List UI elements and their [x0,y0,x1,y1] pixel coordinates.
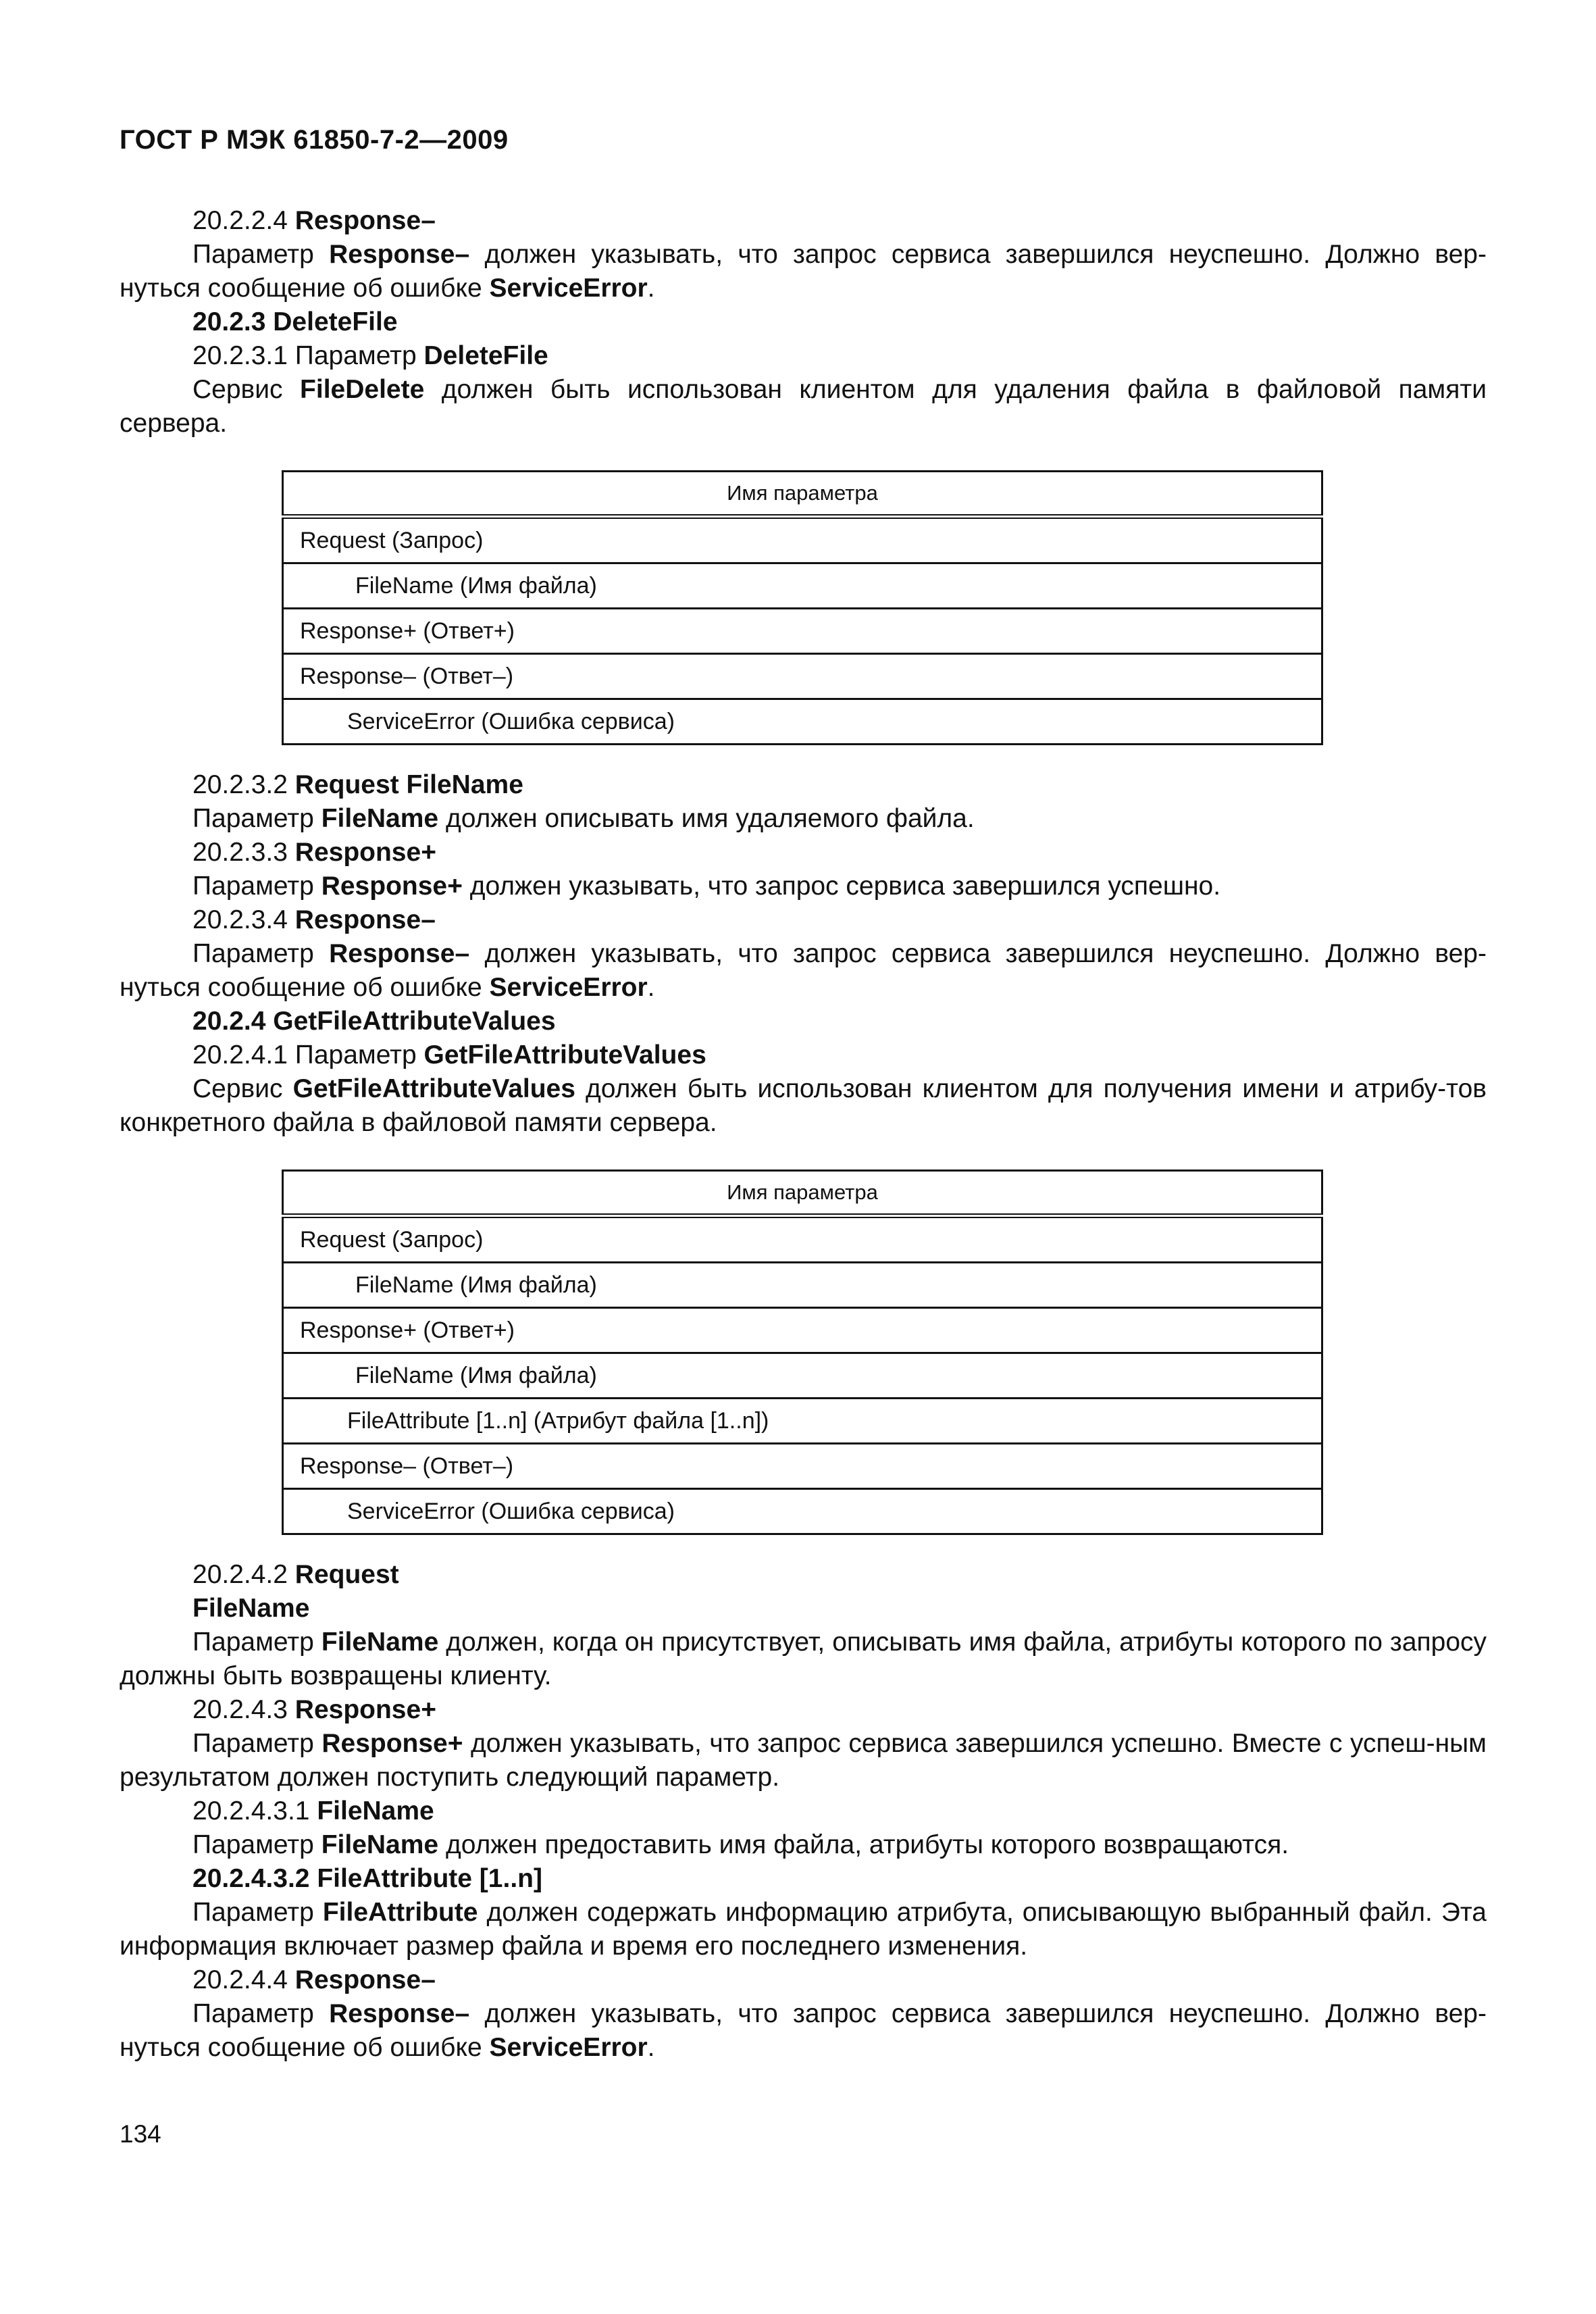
table-row: FileName (Имя файла) [283,1353,1322,1399]
table-row: ServiceError (Ошибка сервиса) [283,1489,1322,1534]
clause-20-2-3-1-title: 20.2.3.1 Параметр DeleteFile [192,341,548,370]
table-row: Response+ (Ответ+) [283,1308,1322,1353]
clause-20-2-4-1-text: Сервис GetFileAttributeValues должен быть использован клиентом для получения имени и атрибу-тов конкретного файла в файловой памяти сервера. [120,1074,1487,1137]
clause-20-2-4-3-text: Параметр Response+ должен указывать, что запрос сервиса завершился успешно. Вместе с успеш-ным результатом должен поступить следующий параметр. [120,1729,1487,1792]
table-row: FileAttribute [1..n] (Атрибут файла [1..n]) [283,1399,1322,1444]
clause-20-2-4-3-1-title: 20.2.4.3.1 FileName [192,1796,434,1826]
clause-20-2-3-4-title: 20.2.3.4 Response– [192,905,436,934]
clause-20-2-3-4-text: Параметр Response– должен указывать, что запрос сервиса завершился неуспешно. Должно вер-нуться сообщение об ошибке ServiceError. [120,939,1487,1002]
clause-20-2-4-2-title: 20.2.4.2 Request [192,1560,399,1589]
section-heading-getfileattributevalues: 20.2.4 GetFileAttributeValues [192,1007,556,1036]
clause-20-2-4-3-2-title: 20.2.4.3.2 FileAttribute [1..n] [192,1864,542,1893]
clause-20-2-2-4-text: Параметр Response– должен указывать, что запрос сервиса завершился неуспешно. Должно вер-нуться сообщение об ошибке ServiceError. [120,240,1487,303]
table-row: Request (Запрос) [300,1227,484,1253]
clause-20-2-4-3-title: 20.2.4.3 Response+ [192,1695,436,1724]
table-row: Request (Запрос) [300,528,484,553]
getfileattributevalues-parameter-table [282,1169,1323,1535]
table-row: Response– (Ответ–) [283,654,1322,699]
clause-20-2-4-4-text: Параметр Response– должен указывать, что запрос сервиса завершился неуспешно. Должно вер-нуться сообщение об ошибке ServiceError. [120,1999,1487,2062]
clause-20-2-3-2-text: Параметр FileName должен описывать имя удаляемого файла. [192,804,975,833]
document-body [120,204,1487,2065]
clause-20-2-3-2-title: 20.2.3.2 Request FileName [192,770,523,799]
clause-20-2-2-4-title: 20.2.2.4 Response– [192,206,436,235]
page-number: 134 [120,2120,161,2148]
clause-20-2-4-4-title: 20.2.4.4 Response– [192,1965,436,1994]
clause-20-2-4-2-title-cont: FileName [192,1594,310,1623]
clause-20-2-3-1-text: Сервис FileDelete должен быть использован клиентом для удаления файла в файловой памяти сервера. [120,375,1487,438]
clause-20-2-4-2-text: Параметр FileName должен, когда он присутствует, описывать имя файла, атрибуты которого по запросу должны быть возвращены клиенту. [120,1628,1487,1690]
section-heading-deletefile: 20.2.3 DeleteFile [192,307,398,336]
table-row: FileName (Имя файла) [283,563,1322,609]
table-row: Response+ (Ответ+) [283,609,1322,654]
table-header-cell: Имя параметра [283,1171,1322,1216]
deletefile-parameter-table [282,470,1323,745]
clause-20-2-3-3-title: 20.2.3.3 Response+ [192,838,436,867]
table-row: Response– (Ответ–) [283,1444,1322,1489]
clause-20-2-4-1-title: 20.2.4.1 Параметр GetFileAttributeValues [192,1040,706,1070]
table-row: ServiceError (Ошибка сервиса) [283,699,1322,745]
document-header: ГОСТ Р МЭК 61850-7-2—2009 [120,125,509,155]
table-row: FileName (Имя файла) [283,1263,1322,1308]
table-header-cell: Имя параметра [283,472,1322,517]
clause-20-2-3-3-text: Параметр Response+ должен указывать, что запрос сервиса завершился успешно. [192,872,1221,901]
clause-20-2-4-3-1-text: Параметр FileName должен предоставить имя файла, атрибуты которого возвращаются. [192,1830,1289,1859]
clause-20-2-4-3-2-text: Параметр FileAttribute должен содержать информацию атрибута, описывающую выбранный файл. Эта информация включает размер файла и время его последнего изменения. [120,1898,1487,1961]
